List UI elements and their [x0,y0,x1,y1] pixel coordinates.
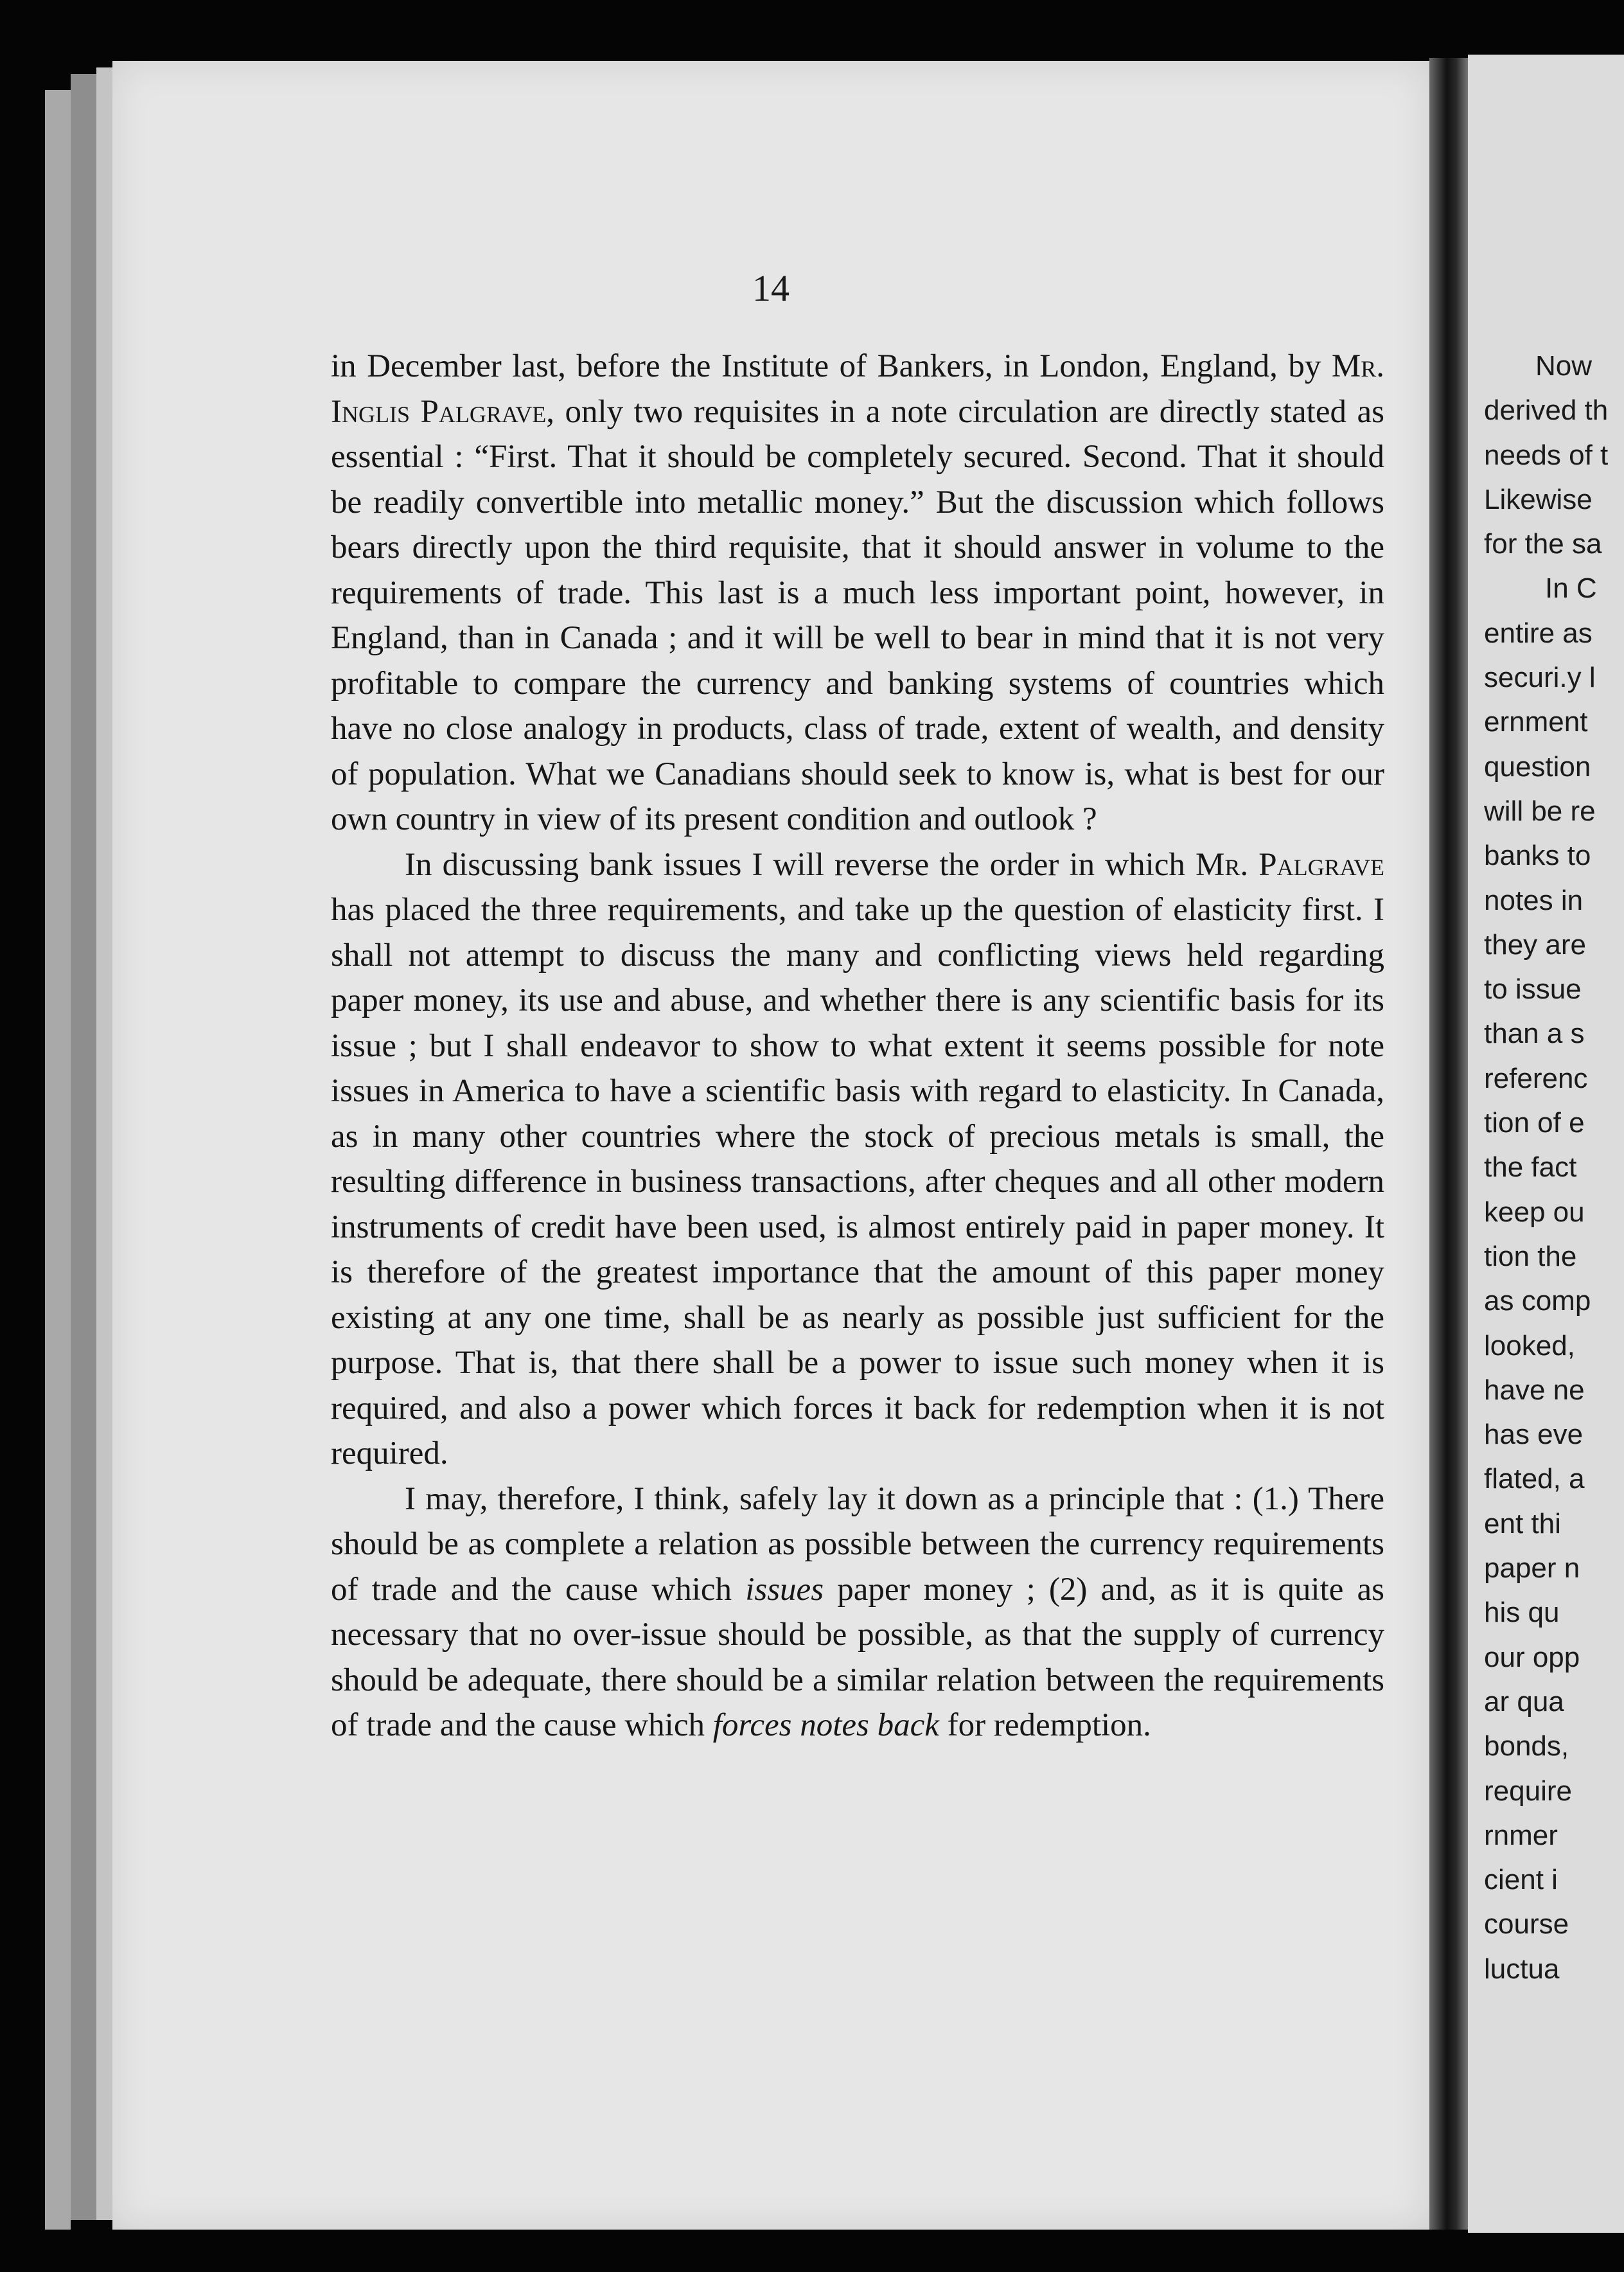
right-page-line: rnmer [1484,1819,1558,1851]
right-page-line: to issue [1484,973,1582,1006]
right-page-line: referenc [1484,1062,1588,1094]
right-page-line: securi.y l [1484,662,1596,694]
text-run: , only two requisites in a note circulation are directly stated as essential : “First. That it should be completely secured. Second. That it should be readily convertible into metallic money.” But the discussion which follows bears directly upon the third requisite, that it should answer in volume to the requirements of trade. This last is a much less important point, however, in England, than in Canada ; and it will be well to bear in mind that it is not very profitable to compare the currency and banking systems of countries which have no close analogy in products, class of trade, extent of wealth, and density of population. What we Canadians should seek to know is, what is best for our own country in view of its present condition and outlook ? [331,393,1384,837]
right-page-line: as comp [1484,1285,1591,1317]
text-run: issues [745,1571,824,1608]
text-run: In discussing bank issues I will reverse the order in which [405,846,1196,883]
right-page-line: ernment [1484,706,1588,738]
paragraph [331,842,1384,1477]
right-page-line: Now [1535,350,1593,382]
paragraph [331,344,1384,842]
text-run: paper money ; (2) and, as it is quite as necessary that no over-issue should be possible, as that the supply of currency should be adequate, there should be a similar relation between the requirements of trade and the cause which [331,1571,1384,1743]
paragraph [331,1477,1384,1748]
right-page-line: In C [1545,572,1597,605]
text-run: Mr. Palgrave [1196,846,1384,883]
right-page-line: require [1484,1775,1572,1807]
text-run: Mr. Inglis Palgrave [331,348,1384,430]
text-run: has placed the three requirements, and take up the question of elasticity first. I shall not attempt to discuss the many and conflicting views held regarding paper money, its use and abuse, and whether there is any scientific basis for its issue ; but I shall endeavor to show to what extent it seems possible for note issues in America to have a scientific basis with regard to elasticity. In Canada, as in many other countries where the stock of precious metals is small, the resulting difference in business transactions, after cheques and all other modern instruments of credit have been used, is almost entirely paid in paper money. It is therefore of the greatest importance that the amount of this paper money existing at any one time, shall be as nearly as possible just sufficient for the purpose. That is, that there shall be a power to issue such money when it is required, and also a power which forces it back for redemption when it is not required. [331,892,1384,1471]
page-edge-outer [45,90,71,2230]
page-edge-inner [96,67,114,2220]
right-page-line: luctua [1484,1953,1560,1985]
page-number: 14 [752,267,790,309]
right-page-line: his qu [1484,1597,1560,1629]
right-page-text [1484,344,1624,1991]
right-page-line: course [1484,1908,1569,1940]
book-gutter [1429,58,1468,2230]
right-page-line: entire as [1484,617,1593,649]
text-run: in December last, before the Institute of Bankers, in London, England, by [331,348,1332,384]
right-page-line: tion of e [1484,1107,1585,1139]
right-page-line: ar qua [1484,1685,1564,1717]
right-page-line: banks to [1484,840,1591,872]
right-page-line: for the sa [1484,528,1602,560]
right-page-line: the fact [1484,1151,1577,1184]
right-page-line: question [1484,750,1591,783]
right-page-line: derived th [1484,395,1609,427]
right-page-line: will be re [1484,795,1596,827]
right-page-line: looked, [1484,1329,1575,1362]
right-page-line: ent thi [1484,1507,1561,1540]
right-page-line: paper n [1484,1552,1580,1584]
right-page-line: have ne [1484,1374,1585,1406]
body-text [331,344,1384,1748]
right-page-line: keep ou [1484,1196,1585,1228]
text-run: I may, therefore, I think, safely lay it down as a principle that : (1.) There should be as complete a relation as possible between the currency requirements of trade and the cause which [331,1480,1384,1608]
right-page-line: our opp [1484,1641,1580,1673]
right-page-line: cient i [1484,1864,1558,1896]
text-run: forces notes back [712,1707,939,1743]
text-run: for redemption. [939,1707,1151,1743]
right-page-line: bonds, [1484,1730,1569,1762]
right-page-line: flated, a [1484,1463,1585,1495]
right-page-line: than a s [1484,1018,1585,1050]
right-page-line: notes in [1484,884,1584,916]
right-page-line: has eve [1484,1419,1584,1451]
right-page-line: tion the [1484,1240,1577,1272]
book-page [112,61,1429,2230]
right-page-line: they are [1484,928,1586,961]
right-page-line: needs of t [1484,439,1609,471]
right-page-line: Likewise [1484,483,1593,515]
